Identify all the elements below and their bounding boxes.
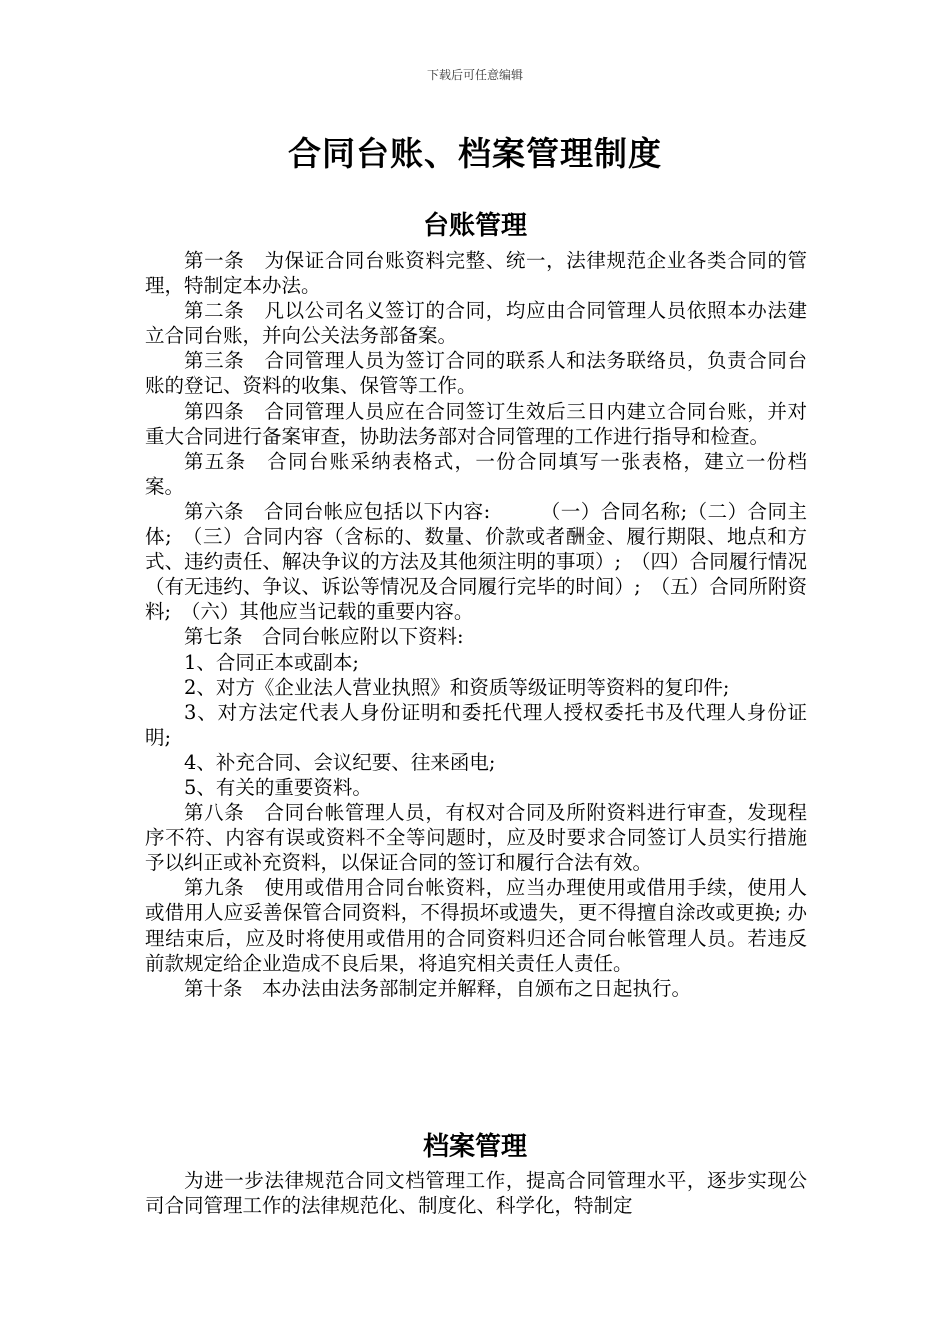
article-8: 第八条 合同台帐管理人员，有权对合同及所附资料进行审查，发现程序不符、内容有误或资料不全等问题时，应及时要求合同签订人员实行措施予以纠正或补充资料，以保证合同的签订和履行合法有效。 [145, 801, 807, 875]
section-body-archive [145, 1168, 807, 1218]
attachment-item-1: 1、合同正本或副本; [184, 650, 359, 674]
article-7: 第七条 合同台帐应附以下资料: [184, 625, 464, 649]
attachment-item-4: 4、补充合同、会议纪要、往来函电; [184, 750, 496, 774]
article-9: 第九条 使用或借用合同台帐资料，应当办理使用或借用手续，使用人或借用人应妥善保管合同资料，不得损坏或遗失，更不得擅自涂改或更换; 办理结束后，应及时将使用或借用的合同资料归还合同台帐管理人员。若违反前款规定给企业造成不良后果，将追究相关责任人责任。 [145, 876, 807, 975]
article-10: 第十条 本办法由法务部制定并解释，自颁布之日起执行。 [184, 976, 692, 1000]
article-2: 第二条 凡以公司名义签订的合同，均应由合同管理人员依照本办法建立合同台账，并向公关法务部备案。 [145, 299, 807, 348]
article-5: 第五条 合同台账采纳表格式，一份合同填写一张表格，建立一份档案。 [145, 449, 807, 498]
section-heading-archive: 档案管理 [422, 1132, 527, 1162]
article-4: 第四条 合同管理人员应在合同签订生效后三日内建立合同台账，并对重大合同进行备案审查，协助法务部对合同管理的工作进行指导和检查。 [145, 399, 807, 448]
article-3: 第三条 合同管理人员为签订合同的联系人和法务联络员，负责合同台账的登记、资料的收集、保管等工作。 [145, 349, 807, 398]
document-title: 合同台账、档案管理制度 [288, 134, 662, 173]
attachment-item-5: 5、有关的重要资料。 [184, 775, 372, 799]
section-heading-ledger: 台账管理 [422, 211, 527, 241]
article-6: 第六条 合同台帐应包括以下内容: （一）合同名称;（二）合同主体; （三）合同内容（含标的、数量、价款或者酬金、履行期限、地点和方式、违约责任、解决争议的方法及其他须注明的事项）; （四）合同履行情况（有无违约、争议、诉讼等情况及合同履行完毕的时间）; （五）合同所附资料; （六）其他应当记载的重要内容。 [145, 499, 807, 624]
archive-intro-paragraph: 为进一步法律规范合同文档管理工作，提高合同管理水平，逐步实现公司合同管理工作的法律规范化、制度化、科学化，特制定 [145, 1169, 807, 1218]
section-body-ledger [145, 248, 807, 1001]
header-note: 下载后可任意编辑 [426, 68, 523, 82]
article-1: 第一条 为保证合同台账资料完整、统一，法律规范企业各类合同的管理，特制定本办法。 [145, 249, 807, 298]
attachment-item-2: 2、对方《企业法人营业执照》和资质等级证明等资料的复印件; [184, 675, 730, 699]
attachment-item-3: 3、对方法定代表人身份证明和委托代理人授权委托书及代理人身份证明; [145, 700, 807, 749]
